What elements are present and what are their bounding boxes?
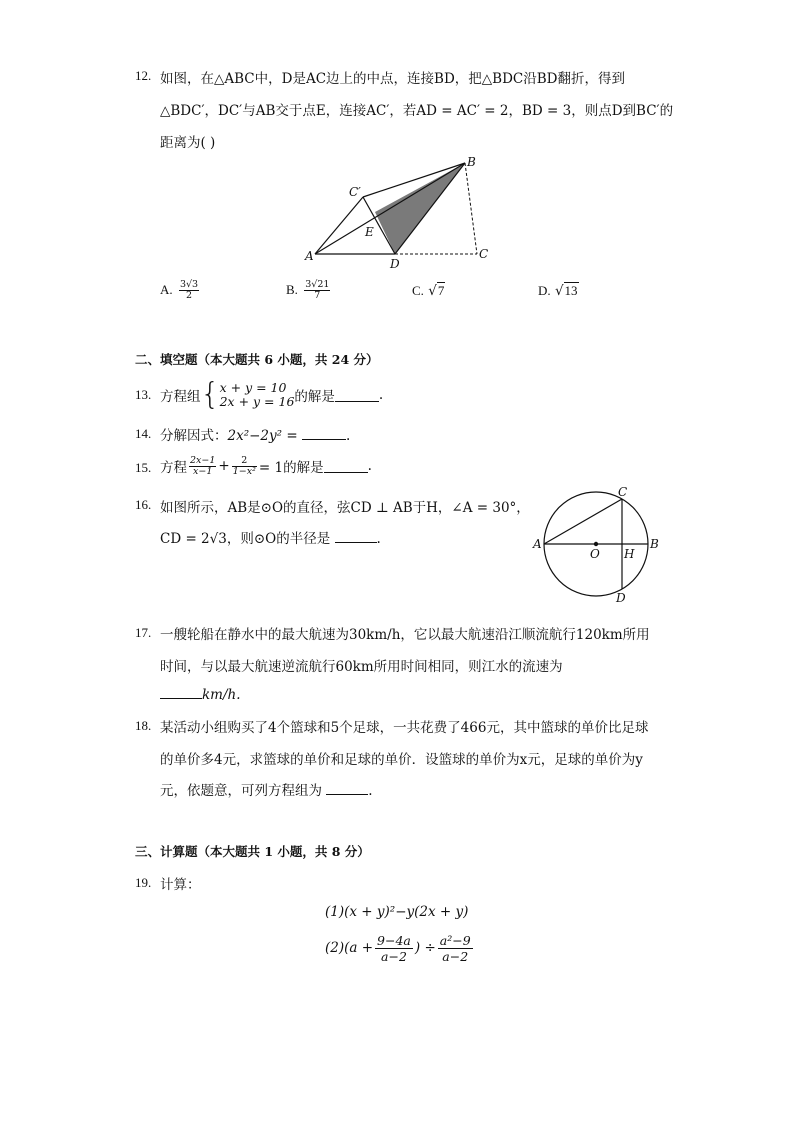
label-a: A [305,249,314,263]
question-number: 15. [135,460,152,475]
section-heading-calculation: 三、计算题（本大题共 1 小题，共 8 分） [135,844,370,859]
option-a-fraction: $\frac{3√3}{2}$ [179,279,199,301]
fraction-2: $\frac{2}{\text{1−x²}}$ [232,454,256,477]
question-number: 16. [135,497,152,512]
left-brace: { [200,377,220,412]
label-c: C [618,485,628,499]
question-17-line-3: km/h. [160,686,241,703]
shaded-triangle [375,163,465,254]
question-number: 17. [135,625,152,640]
segment-ac [544,499,622,544]
answer-blank [335,389,379,402]
question-number: 18. [135,718,152,733]
answer-blank [335,530,377,543]
question-number: 14. [135,426,152,441]
answer-blank [302,427,346,440]
section-heading-fill-in: 二、填空题（本大题共 6 小题，共 24 分） [135,352,379,367]
label-d: D [616,591,626,605]
answer-blank [160,686,202,699]
radical-sign: √ [428,283,437,299]
question-12-line-3: 距离为( ) [160,135,216,151]
triangle-fold-figure [295,150,505,275]
option-c: C. √7 [412,283,445,299]
option-d: D. √13 [538,283,578,299]
question-12-line-2: △BDC′，DC′与AB交于点E，连接AC′，若AD = AC′ = 2，BD = 3，则点D到BC′的 [160,103,674,119]
label-c: C [479,247,489,261]
fraction-inner: $\frac{9-4a}{a-2}$ [377,932,411,964]
option-b: B. $\frac{3√21}{7}$ [286,279,330,301]
label-h: H [624,547,635,561]
question-19-part-2: (2)(a + $\frac{9-4a}{a-2}$ ) ÷ $\frac{\text{a²−9}}{a-2}$ [325,932,471,964]
label-o: O [590,547,600,561]
question-13: 方程组 { x + y = 10 2x + y = 16 的解是 . [160,377,384,412]
question-17-line-2: 时间，与以最大航速逆流航行60km所用时间相同，则江水的流速为 [160,659,563,675]
question-19-part-1: (1)(x + y)²−y(2x + y) [325,904,469,920]
question-17-line-1: 一艘轮船在静水中的最大航速为30km/h，它以最大航速沿江顺流航行120km所用 [160,627,650,643]
center-point [594,542,598,546]
question-number: 13. [135,387,152,402]
question-15: 方程 $\frac{2x-1}{x-1}$ + $\frac{2}{\text{1−x²}}$ = 1的解是 . [160,454,372,477]
answer-blank [326,782,368,795]
question-number: 19. [135,875,152,890]
label-a: A [533,537,542,551]
question-19-prompt: 计算： [160,877,201,893]
circle-figure [530,482,660,607]
question-16-line-1: 如图所示，AB是⊙O的直径，弦CD ⊥ AB于H，∠A = 30°， [160,500,530,516]
label-d: D [390,257,400,271]
question-18-line-2: 的单价多4元，求篮球的单价和足球的单价．设篮球的单价为x元，足球的单价为y [160,752,643,768]
question-12-line-1: 如图，在△ABC中，D是AC边上的中点，连接BD，把△BDC沿BD翻折，得到 [160,71,625,87]
option-a: A. $\frac{3√3}{2}$ [160,279,199,301]
answer-blank [324,460,368,473]
label-b: B [467,155,476,169]
equation-system: x + y = 10 2x + y = 16 [219,380,295,409]
label-c-prime: C′ [349,185,361,199]
question-number: 12. [135,68,152,83]
label-e: E [365,225,374,239]
question-14: 分解因式：2x²−2y² = . [160,428,351,444]
radical-sign: √ [554,283,564,299]
fraction-divisor: $\frac{\text{a²−9}}{a-2}$ [439,932,471,964]
question-16-line-2: CD = 2√3，则⊙O的半径是 . [160,531,381,547]
question-18-line-3: 元，依题意，可列方程组为 . [160,783,373,799]
label-b: B [650,537,659,551]
fraction-1: $\frac{2x-1}{x-1}$ [190,454,216,477]
option-b-fraction: $\frac{3√21}{7}$ [305,279,330,301]
question-18-line-1: 某活动小组购买了4个篮球和5个足球，一共花费了466元，其中篮球的单价比足球 [160,720,649,736]
